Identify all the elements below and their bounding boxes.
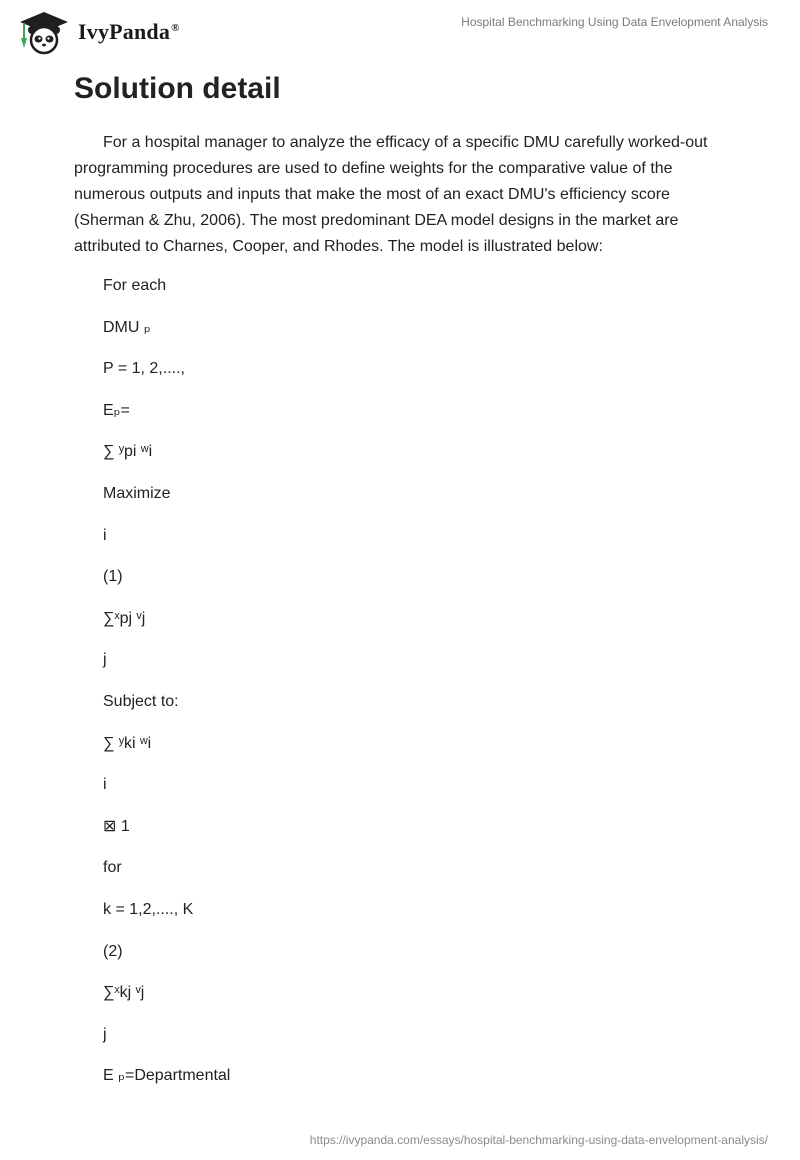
formula-line: E ₚ=Departmental	[103, 1067, 231, 1085]
registered-mark: ®	[171, 21, 180, 34]
formula-line: P = 1, 2,....,	[103, 360, 185, 378]
formula-line: For each	[103, 277, 167, 294]
formula-lines	[74, 276, 730, 1086]
essay-body	[74, 130, 730, 1108]
body-paragraph: For a hospital manager to analyze the efficacy of a specific DMU carefully worked-out programming procedures are used to define weights for the comparative value of the numerous outputs and inputs that make the most of an exact DMU's efficiency score (Sherman & Zhu, 2006). The most predominant DEA model designs in the market are attributed to Charnes, Cooper, and Rhodes. The model is illustrated below:	[74, 134, 708, 255]
formula-line: k = 1,2,...., K	[103, 900, 194, 918]
ivypanda-logo[interactable]	[16, 8, 216, 56]
brand-name: IvyPanda®	[78, 19, 180, 44]
formula-line: i	[103, 776, 107, 794]
formula-line: Eₚ=	[103, 401, 130, 419]
formula-line: ∑ˣpj ᵛj	[103, 609, 146, 627]
source-url[interactable]: https://ivypanda.com/essays/hospital-benchmarking-using-data-envelopment-analysis/	[309, 1133, 768, 1147]
section-heading: Solution detail	[74, 72, 281, 105]
formula-line: j	[103, 651, 107, 669]
essay-title: Hospital Benchmarking Using Data Envelopment Analysis	[461, 15, 768, 29]
formula-line: Maximize	[103, 484, 171, 502]
formula-line: j	[103, 1025, 107, 1043]
formula-line: ⊠ 1	[103, 817, 130, 835]
formula-line: for	[103, 859, 122, 877]
formula-line: ∑ˣkj ᵛj	[103, 984, 145, 1002]
formula-line: DMU ₚ	[103, 318, 151, 336]
formula-line: (1)	[103, 568, 123, 586]
formula-line: ∑ ʸpi ʷi	[103, 443, 153, 461]
panda-graduation-cap-icon	[16, 8, 72, 56]
formula-line: ∑ ʸki ʷi	[103, 734, 152, 752]
page-header	[0, 0, 800, 60]
formula-line: i	[103, 526, 107, 544]
formula-line: (2)	[103, 942, 123, 960]
formula-line: Subject to:	[103, 692, 179, 710]
